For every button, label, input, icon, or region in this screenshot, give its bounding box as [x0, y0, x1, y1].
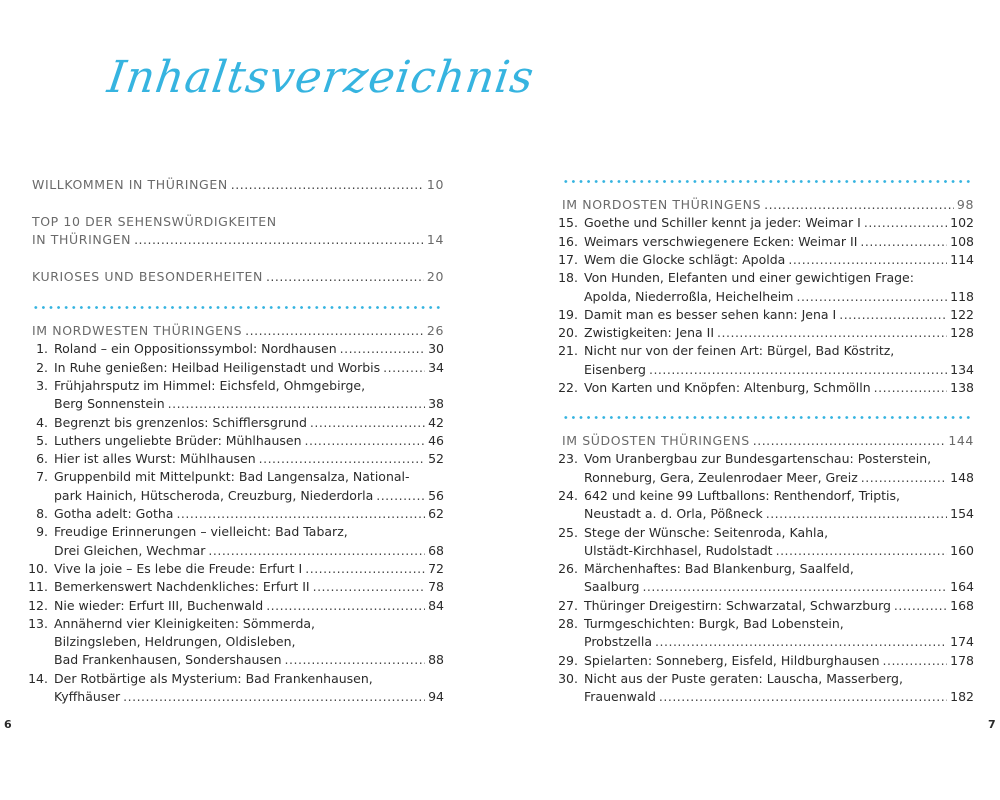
page-ref: 102 — [950, 215, 974, 231]
page-ref: 52 — [428, 451, 444, 467]
toc-line — [558, 342, 974, 360]
page-number-left: 6 — [4, 718, 12, 731]
entry-title: IM SÜDOSTEN THÜRINGENS — [562, 433, 750, 448]
toc-line — [558, 379, 974, 397]
toc-line — [562, 288, 974, 306]
toc-line — [558, 615, 974, 633]
toc-line — [562, 578, 974, 596]
entry-number: 18. — [558, 270, 578, 286]
page-ref: 148 — [950, 469, 974, 485]
toc-line — [562, 542, 974, 560]
dot-leader — [245, 322, 424, 340]
section-heading — [32, 231, 444, 249]
entry-number: 25. — [558, 524, 578, 540]
page-ref: 62 — [428, 506, 444, 521]
entry-title: 642 und keine 99 Luftballons: Renthendorf, Triptis, — [584, 487, 901, 503]
toc-line — [558, 652, 974, 670]
dot-leader — [655, 633, 947, 651]
entry-number: 7. — [36, 469, 48, 485]
page-ref: 46 — [428, 432, 444, 448]
entry-title: Freudige Erinnerungen – vielleicht: Bad Tabarz, — [54, 524, 348, 540]
page-ref: 168 — [950, 597, 974, 613]
entry-number: 29. — [558, 652, 578, 668]
toc-line — [558, 269, 974, 287]
section-heading — [32, 176, 444, 194]
entry-title: Stege der Wünsche: Seitenroda, Kahla, — [584, 524, 829, 540]
entry-title: Vom Uranbergbau zur Bundesgartenschau: Posterstein, — [584, 451, 932, 467]
toc-line — [28, 578, 444, 596]
toc-line — [32, 468, 444, 486]
toc-line — [558, 214, 974, 232]
entry-title: Probstzella — [584, 634, 653, 650]
entry-title: Frühjahrsputz im Himmel: Eichsfeld, Ohmgebirge, — [54, 377, 366, 393]
dot-leader — [383, 359, 425, 377]
entry-number: 10. — [28, 560, 48, 576]
entry-title: Vive la joie – Es lebe die Freude: Erfurt I — [54, 560, 303, 576]
toc-line — [32, 377, 444, 395]
dot-leader — [259, 450, 425, 468]
dotted-divider — [562, 416, 974, 422]
entry-title: Nicht nur von der feinen Art: Bürgel, Bad Köstritz, — [584, 343, 895, 359]
toc-line — [562, 633, 974, 651]
toc-line — [558, 233, 974, 251]
dot-leader — [649, 361, 947, 379]
page-ref: 94 — [428, 689, 444, 704]
entry-title: Spielarten: Sonneberg, Eisfeld, Hildburghausen — [584, 652, 880, 668]
page-ref: 128 — [950, 325, 974, 341]
toc-line — [562, 505, 974, 523]
entry-title: Neustadt a. d. Orla, Pößneck — [584, 506, 763, 522]
page-ref: 72 — [428, 560, 444, 576]
toc-line — [28, 670, 444, 688]
page-ref: 134 — [950, 361, 974, 377]
entry-number: 14. — [28, 670, 48, 686]
entry-title: IM NORDOSTEN THÜRINGENS — [562, 197, 762, 212]
entry-title: Gruppenbild mit Mittelpunkt: Bad Langensalza, National- — [54, 469, 410, 485]
page-ref: 20 — [426, 268, 444, 284]
page-ref: 26 — [426, 323, 444, 338]
page-ref: 114 — [950, 251, 974, 267]
toc-line — [562, 361, 974, 379]
entry-number: 2. — [36, 359, 48, 375]
entry-title: Drei Gleichen, Wechmar — [54, 542, 206, 558]
dot-leader — [305, 560, 425, 578]
entry-title: Bilzingsleben, Heldrungen, Oldisleben, — [54, 634, 296, 650]
dot-leader — [340, 340, 425, 358]
entry-number: 26. — [558, 561, 578, 577]
section-heading — [562, 432, 974, 450]
entry-number: 24. — [558, 487, 578, 503]
toc-line — [32, 340, 444, 358]
entry-title: Begrenzt bis grenzenlos: Schifflersgrund — [54, 414, 307, 430]
dot-leader — [860, 233, 947, 251]
dot-leader — [285, 651, 426, 669]
entry-number: 28. — [558, 616, 578, 631]
entry-title: Weimars verschwiegenere Ecken: Weimar II — [584, 233, 858, 249]
toc-line — [32, 688, 444, 706]
entry-title: Wem die Glocke schlägt: Apolda — [584, 251, 786, 267]
entry-title: Frauenwald — [584, 689, 656, 705]
entry-title: Der Rotbärtige als Mysterium: Bad Frankenhausen, — [54, 670, 373, 686]
entry-title: Apolda, Niederroßla, Heichelheim — [584, 288, 794, 304]
dot-leader — [864, 214, 947, 232]
dot-leader — [717, 324, 947, 342]
entry-title: In Ruhe genießen: Heilbad Heiligenstadt und Worbis — [54, 359, 381, 375]
dotted-divider — [32, 306, 444, 312]
toc-line — [558, 670, 974, 688]
page-ref: 174 — [950, 634, 974, 650]
page-ref: 84 — [428, 597, 444, 613]
entry-title: Gotha adelt: Gotha — [54, 506, 174, 521]
page-ref: 138 — [950, 380, 974, 395]
entry-title: Von Hunden, Elefanten und einer gewichtigen Frage: — [584, 270, 914, 286]
dot-leader — [266, 597, 425, 615]
entry-number: 22. — [558, 380, 578, 395]
dot-leader — [766, 505, 947, 523]
dot-leader — [134, 231, 424, 249]
dot-leader — [788, 251, 947, 269]
entry-number: 20. — [558, 325, 578, 341]
toc-line — [558, 487, 974, 505]
page-ref: 108 — [950, 233, 974, 249]
entry-title: Bad Frankenhausen, Sondershausen — [54, 652, 282, 668]
dot-leader — [176, 505, 425, 523]
dot-leader — [776, 542, 948, 560]
entry-number: 5. — [36, 432, 48, 448]
entry-number: 11. — [28, 579, 48, 595]
toc-line — [32, 395, 444, 413]
entry-number: 27. — [558, 597, 578, 613]
entry-number: 9. — [36, 524, 48, 540]
toc-line — [32, 487, 444, 505]
toc-line — [32, 432, 444, 450]
dot-leader — [883, 652, 948, 670]
page-ref: 78 — [428, 579, 444, 595]
toc-line — [558, 597, 974, 615]
entry-number: 12. — [28, 597, 48, 613]
section-heading — [562, 196, 974, 214]
toc-line — [558, 560, 974, 578]
page-ref: 144 — [948, 433, 974, 448]
dot-leader — [874, 379, 947, 397]
toc-line — [32, 651, 444, 669]
dot-leader — [376, 487, 425, 505]
entry-number: 23. — [558, 451, 578, 467]
page-ref: 34 — [428, 359, 444, 375]
entry-title: Damit man es besser sehen kann: Jena I — [584, 306, 837, 322]
entry-title: Eisenberg — [584, 361, 646, 377]
dot-leader — [231, 176, 424, 194]
entry-number: 17. — [558, 251, 578, 267]
entry-title: IN THÜRINGEN — [32, 231, 132, 247]
page-number-right: 7 — [988, 718, 996, 731]
toc-line — [562, 469, 974, 487]
page-ref: 182 — [950, 689, 974, 705]
toc-line — [558, 306, 974, 324]
entry-number: 8. — [36, 506, 48, 521]
toc-line — [32, 450, 444, 468]
page-ref: 164 — [950, 579, 974, 595]
dot-leader — [266, 268, 424, 286]
dot-leader — [659, 688, 947, 706]
section-heading — [32, 213, 444, 231]
entry-number: 3. — [36, 377, 48, 393]
entry-number: 4. — [36, 414, 48, 430]
entry-title: Kyffhäuser — [54, 689, 121, 704]
page-ref: 178 — [950, 652, 974, 668]
entry-title: Märchenhaftes: Bad Blankenburg, Saalfeld, — [584, 561, 854, 577]
dot-leader — [168, 395, 425, 413]
page-ref: 122 — [950, 306, 974, 322]
entry-number: 15. — [558, 215, 578, 231]
entry-title: Ronneburg, Gera, Zeulenrodaer Meer, Greiz — [584, 469, 858, 485]
dot-leader — [642, 578, 947, 596]
page-ref: 98 — [956, 197, 974, 212]
toc-line — [32, 359, 444, 377]
entry-title: Nicht aus der Puste geraten: Lauscha, Masserberg, — [584, 670, 903, 686]
entry-title: KURIOSES UND BESONDERHEITEN — [32, 268, 263, 284]
toc-line — [558, 324, 974, 342]
page-ref: 30 — [428, 341, 444, 357]
toc-line — [32, 414, 444, 432]
page-title: Inhaltsverzeichnis — [104, 52, 538, 103]
page-ref: 56 — [428, 487, 444, 503]
entry-number: 19. — [558, 306, 578, 322]
page-ref: 118 — [950, 288, 974, 304]
entry-title: Bemerkenswert Nachdenkliches: Erfurt II — [54, 579, 310, 595]
entry-title: Hier ist alles Wurst: Mühlhausen — [54, 451, 256, 467]
page-ref: 14 — [426, 231, 444, 247]
toc-line — [32, 633, 444, 651]
entry-title: Von Karten und Knöpfen: Altenburg, Schmölln — [584, 380, 871, 395]
page-ref: 42 — [428, 414, 444, 430]
entry-number: 30. — [558, 670, 578, 686]
entry-title: Zwistigkeiten: Jena II — [584, 325, 715, 341]
dot-leader — [894, 597, 947, 615]
entry-title: Nie wieder: Erfurt III, Buchenwald — [54, 597, 264, 613]
dot-leader — [839, 306, 947, 324]
toc-line — [558, 524, 974, 542]
toc-line — [28, 560, 444, 578]
toc-line — [32, 523, 444, 541]
dot-leader — [753, 432, 946, 450]
page-ref: 88 — [428, 652, 444, 668]
entry-title: WILLKOMMEN IN THÜRINGEN — [32, 177, 228, 192]
page-ref: 38 — [428, 396, 444, 412]
section-heading — [32, 268, 444, 286]
page-ref: 10 — [426, 177, 444, 192]
entry-number: 1. — [36, 341, 48, 357]
toc-line — [32, 505, 444, 523]
dotted-divider — [562, 180, 974, 186]
dot-leader — [764, 196, 954, 214]
entry-number: 16. — [558, 233, 578, 249]
entry-title: Thüringer Dreigestirn: Schwarzatal, Schwarzburg — [584, 597, 891, 613]
dot-leader — [123, 688, 425, 706]
toc-line — [562, 688, 974, 706]
dot-leader — [305, 432, 426, 450]
toc-line — [28, 597, 444, 615]
toc-line — [558, 251, 974, 269]
entry-title: park Hainich, Hütscheroda, Creuzburg, Niederdorla — [54, 487, 374, 503]
entry-title: Saalburg — [584, 579, 640, 595]
entry-number: 6. — [36, 451, 48, 467]
entry-title: IM NORDWESTEN THÜRINGENS — [32, 323, 243, 338]
entry-title: Roland – ein Oppositionssymbol: Nordhausen — [54, 341, 337, 357]
dot-leader — [796, 288, 947, 306]
entry-title: Ulstädt-Kirchhasel, Rudolstadt — [584, 542, 773, 558]
toc-line — [32, 542, 444, 560]
section-heading — [32, 322, 444, 340]
dot-leader — [208, 542, 425, 560]
entry-title: TOP 10 DER SEHENSWÜRDIGKEITEN — [32, 213, 277, 229]
entry-number: 13. — [28, 615, 48, 631]
toc-line — [28, 615, 444, 633]
entry-number: 21. — [558, 343, 578, 359]
dot-leader — [313, 578, 426, 596]
entry-title: Berg Sonnenstein — [54, 396, 165, 412]
entry-title: Annähernd vier Kleinigkeiten: Sömmerda, — [54, 615, 316, 631]
page-ref: 154 — [950, 506, 974, 522]
entry-title: Luthers ungeliebte Brüder: Mühlhausen — [54, 432, 302, 448]
toc-line — [558, 450, 974, 468]
entry-title: Goethe und Schiller kennt ja jeder: Weimar I — [584, 215, 861, 231]
entry-title: Turmgeschichten: Burgk, Bad Lobenstein, — [584, 616, 844, 631]
dot-leader — [861, 469, 947, 487]
dot-leader — [310, 414, 425, 432]
page-ref: 68 — [428, 542, 444, 558]
page-ref: 160 — [950, 542, 974, 558]
